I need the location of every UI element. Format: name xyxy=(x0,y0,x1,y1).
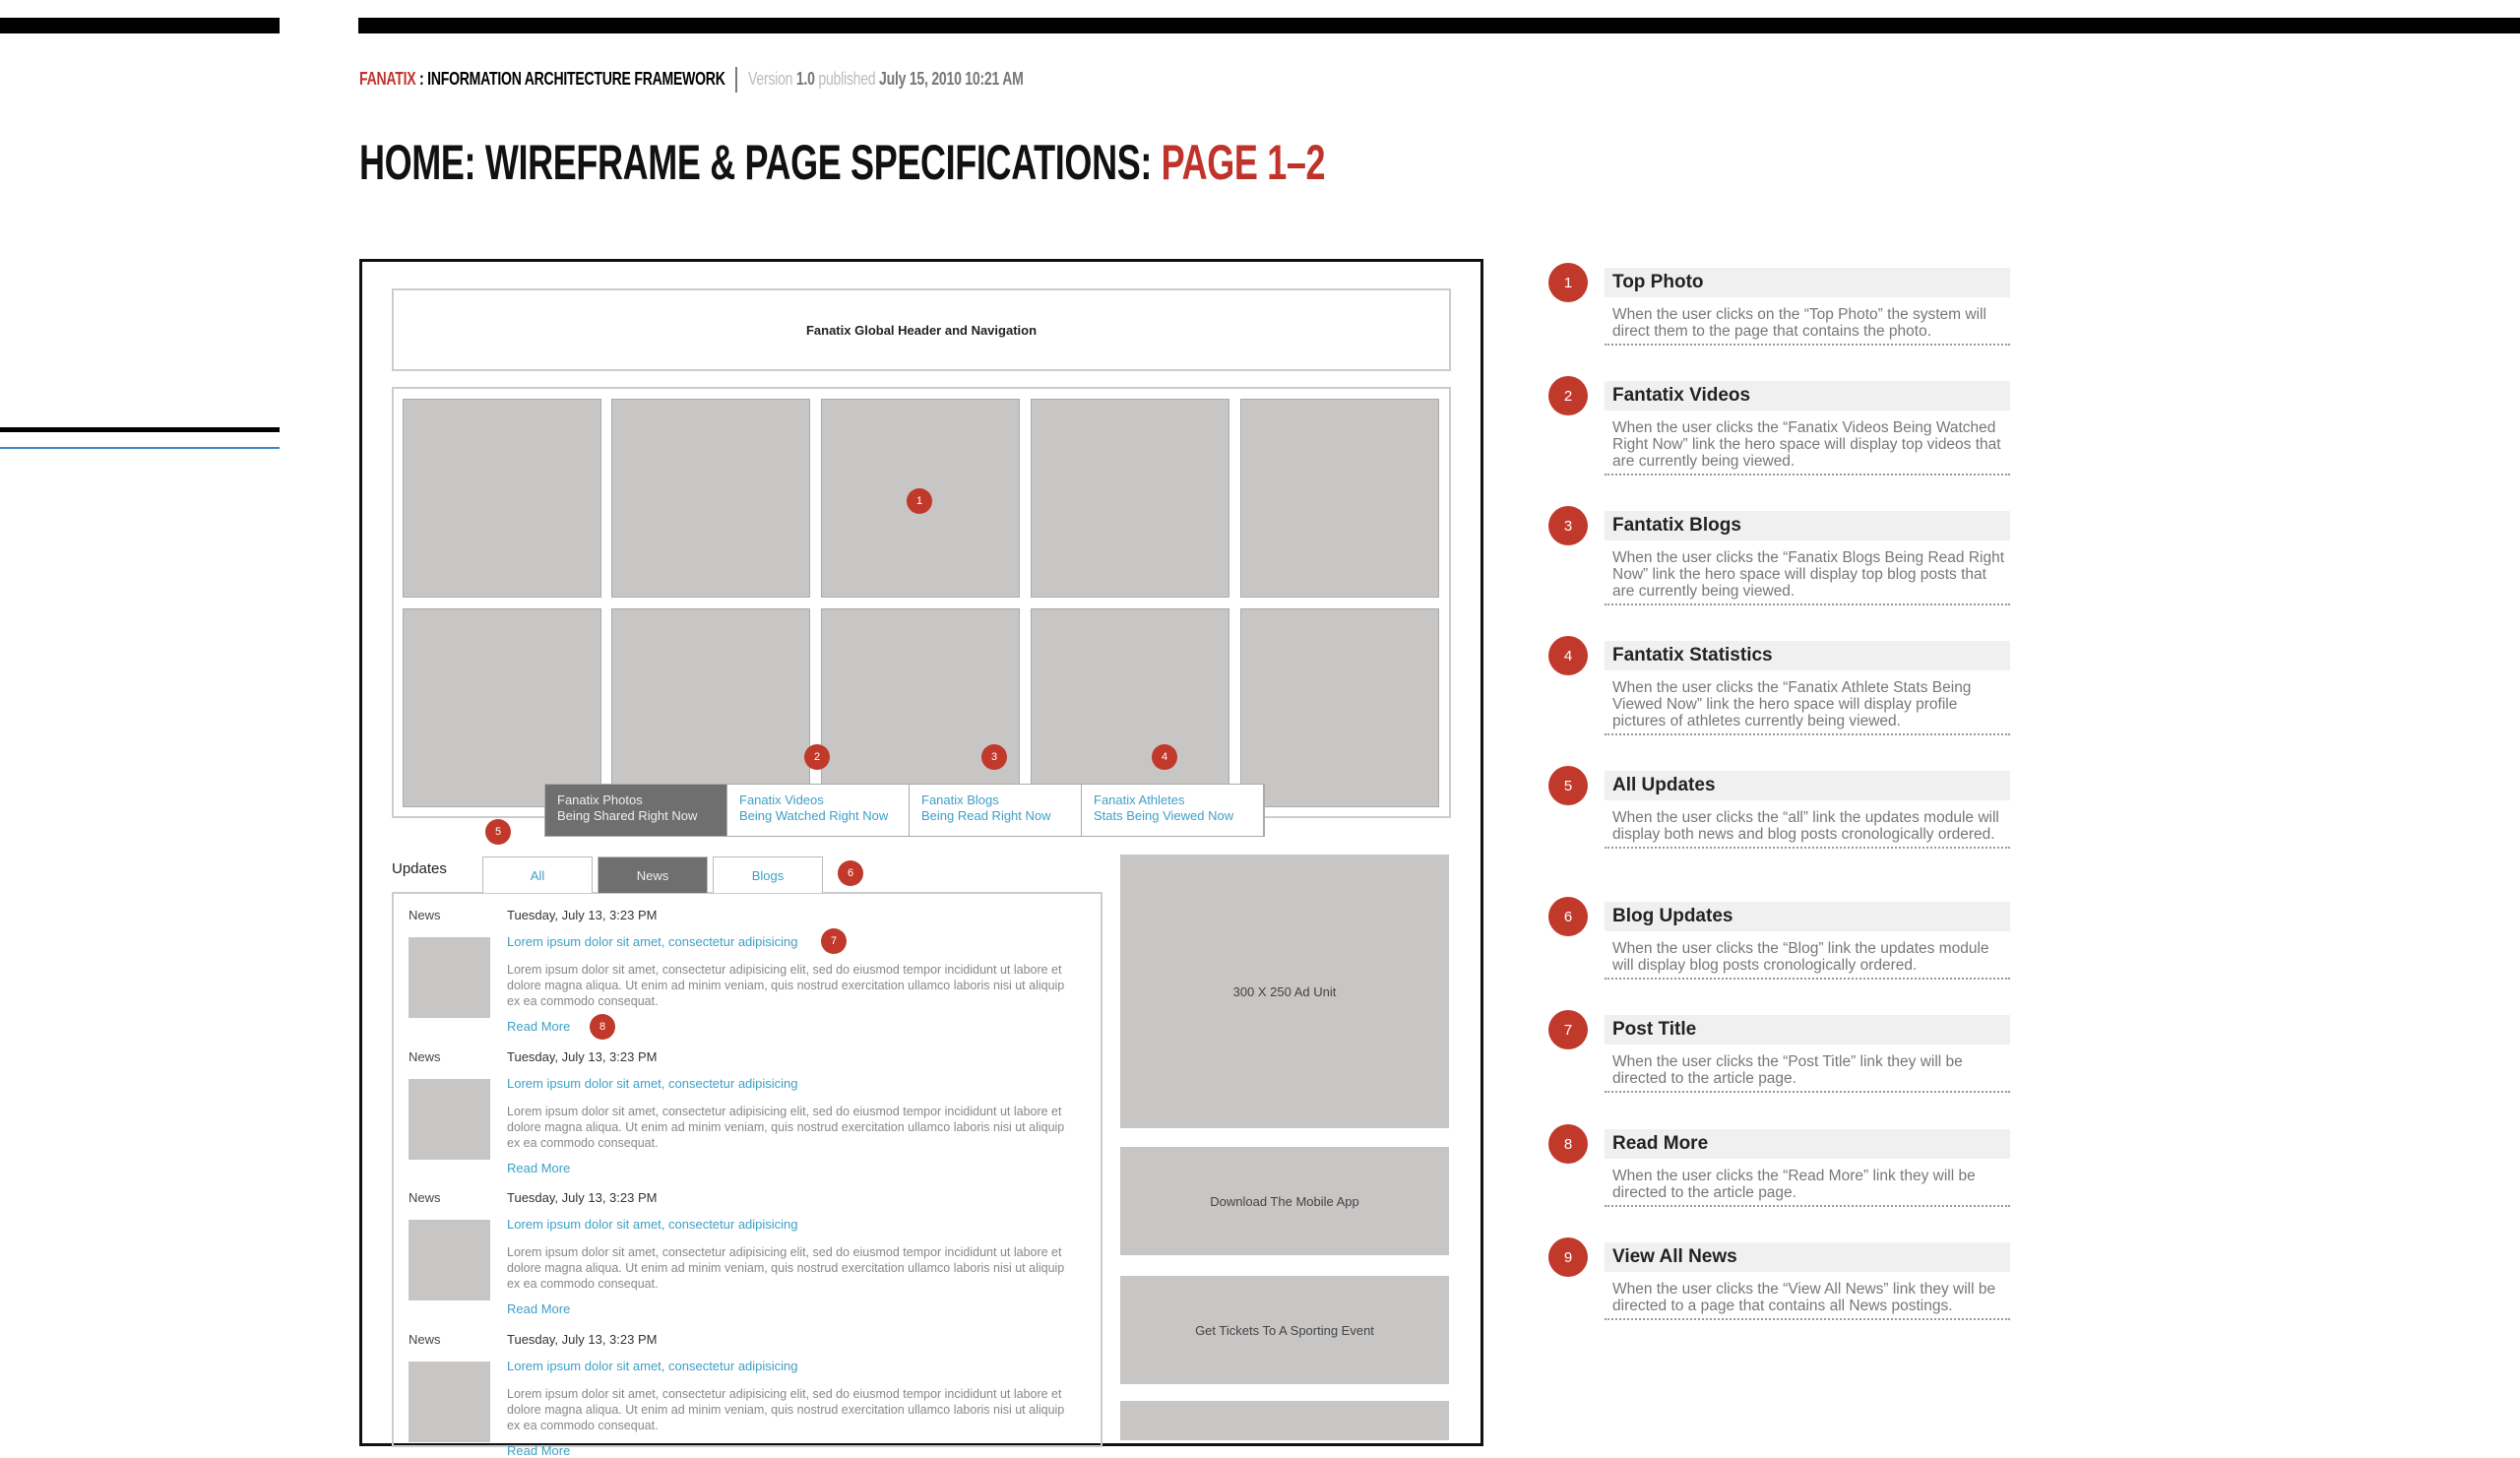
annotation-title: Fantatix Videos xyxy=(1605,381,2010,411)
annotation-number: 9 xyxy=(1548,1237,1588,1277)
annotation-number: 2 xyxy=(1548,376,1588,415)
annotation-divider xyxy=(1605,733,2010,735)
top-rule-left xyxy=(0,18,280,33)
annotation-number: 8 xyxy=(1548,1124,1588,1164)
title-page: PAGE 1–2 xyxy=(1161,135,1326,190)
updates-tab-blogs[interactable]: Blogs xyxy=(713,856,823,893)
annotation-text: When the user clicks the “Read More” link they will be directed to the article page. xyxy=(1612,1168,1976,1201)
published-date: July 15, 2010 10:21 AM xyxy=(879,68,1024,89)
annotation-number: 4 xyxy=(1548,636,1588,675)
hero-photo-tile[interactable] xyxy=(403,608,601,807)
version: 1.0 xyxy=(795,68,815,89)
annotation-text: When the user clicks the “Blog” link the updates module will display blog posts cronologically ordered. xyxy=(1612,940,1989,974)
annotation-title: Post Title xyxy=(1605,1015,2010,1045)
hero-tab-line1: Fanatix Videos xyxy=(739,792,824,807)
annotation-number: 1 xyxy=(1548,263,1588,302)
annotation-marker-1: 1 xyxy=(907,488,932,514)
annotation-title: Fantatix Statistics xyxy=(1605,641,2010,670)
item-date: Tuesday, July 13, 3:23 PM xyxy=(507,908,658,922)
annotation-divider xyxy=(1605,603,2010,605)
hero-tab-line1: Fanatix Blogs xyxy=(921,792,999,807)
top-rule-right xyxy=(358,18,2520,33)
doc-meta xyxy=(359,67,1024,93)
item-date: Tuesday, July 13, 3:23 PM xyxy=(507,1190,658,1205)
updates-tab-news[interactable]: News xyxy=(598,856,708,893)
annotation-divider xyxy=(1605,1205,2010,1207)
read-more-link[interactable]: Read More xyxy=(507,1301,571,1316)
annotation-divider xyxy=(1605,978,2010,980)
page-title xyxy=(359,134,1325,191)
item-type: News xyxy=(409,1190,441,1205)
annotation-text: When the user clicks the “Fanatix Blogs Being Read Right Now” link the hero space will display top blog posts that are currently being viewed. xyxy=(1612,549,2005,600)
annotation-title: Fantatix Blogs xyxy=(1605,511,2010,540)
item-type: News xyxy=(409,908,441,922)
updates-label: Updates xyxy=(392,860,447,877)
global-header-placeholder: Fanatix Global Header and Navigation xyxy=(392,288,1451,371)
annotation-divider xyxy=(1605,344,2010,346)
annotation-title: View All News xyxy=(1605,1242,2010,1272)
title-main: HOME: WIREFRAME & PAGE SPECIFICATIONS: xyxy=(359,135,1162,190)
post-excerpt: Lorem ipsum dolor sit amet, consectetur adipisicing elit, sed do eiusmod tempor incididunt ut labore et dolore magna aliqua. Ut enim ad minim veniam, quis nostrud exercitation ullamco laboris nisi ut aliquip ex ea commodo consequat. xyxy=(507,1245,1065,1291)
hero-photo-tile[interactable] xyxy=(1031,399,1229,598)
annotation-marker-8: 8 xyxy=(590,1014,615,1040)
annotation-number: 6 xyxy=(1548,897,1588,936)
hero-tab-line2: Being Read Right Now xyxy=(921,808,1051,823)
hero-tab-4[interactable] xyxy=(1082,785,1264,836)
side-rule-black xyxy=(0,427,280,432)
annotation-marker-3: 3 xyxy=(981,744,1007,770)
annotation-marker-4: 4 xyxy=(1152,744,1177,770)
version-label: Version xyxy=(748,68,796,89)
annotation-divider xyxy=(1605,1318,2010,1320)
hero-tab-1[interactable] xyxy=(545,785,727,836)
post-thumbnail[interactable] xyxy=(409,1362,490,1442)
tickets-promo[interactable]: Get Tickets To A Sporting Event xyxy=(1120,1276,1449,1384)
post-title-link[interactable]: Lorem ipsum dolor sit amet, consectetur adipisicing xyxy=(507,1358,798,1373)
annotation-text: When the user clicks the “Fanatix Videos Being Watched Right Now” link the hero space will display top videos that are currently being viewed. xyxy=(1612,419,2001,470)
annotation-number: 3 xyxy=(1548,506,1588,545)
brand: FANATIX xyxy=(359,68,416,89)
hero-photo-tile[interactable] xyxy=(611,608,810,807)
hero-photo-tile[interactable] xyxy=(1031,608,1229,807)
framework-name: : INFORMATION ARCHITECTURE FRAMEWORK xyxy=(415,68,725,89)
hero-photo-tile[interactable] xyxy=(821,608,1020,807)
hero-tab-line2: Being Shared Right Now xyxy=(557,808,698,823)
side-unit[interactable] xyxy=(1120,1401,1449,1440)
annotation-title: Blog Updates xyxy=(1605,902,2010,931)
ad-unit: 300 X 250 Ad Unit xyxy=(1120,855,1449,1128)
annotation-number: 5 xyxy=(1548,766,1588,805)
hero-tab-line2: Being Watched Right Now xyxy=(739,808,889,823)
annotation-text: When the user clicks the “Post Title” link they will be directed to the article page. xyxy=(1612,1053,1963,1087)
hero-tab-line2: Stats Being Viewed Now xyxy=(1094,808,1234,823)
annotation-text: When the user clicks the “all” link the updates module will display both news and blog posts cronologically ordered. xyxy=(1612,809,1999,843)
hero-tab-line1: Fanatix Photos xyxy=(557,792,643,807)
hero-tab-2[interactable] xyxy=(727,785,910,836)
annotation-title: All Updates xyxy=(1605,771,2010,800)
hero-tab-line1: Fanatix Athletes xyxy=(1094,792,1185,807)
hero-photo-tile[interactable] xyxy=(1240,399,1439,598)
published-label: published xyxy=(814,68,880,89)
hero-photo-tile[interactable] xyxy=(403,399,601,598)
read-more-link[interactable]: Read More xyxy=(507,1019,571,1034)
annotation-text: When the user clicks the “View All News” link they will be directed to a page that contains all News postings. xyxy=(1612,1281,1996,1314)
annotation-divider xyxy=(1605,474,2010,475)
hero-photo-tile[interactable] xyxy=(1240,608,1439,807)
annotation-divider xyxy=(1605,1091,2010,1093)
post-title-link[interactable]: Lorem ipsum dolor sit amet, consectetur adipisicing xyxy=(507,1217,798,1232)
post-excerpt: Lorem ipsum dolor sit amet, consectetur adipisicing elit, sed do eiusmod tempor incididunt ut labore et dolore magna aliqua. Ut enim ad minim veniam, quis nostrud exercitation ullamco laboris nisi ut aliquip ex ea commodo consequat. xyxy=(507,963,1065,1008)
read-more-link[interactable]: Read More xyxy=(507,1442,571,1458)
updates-tab-all[interactable]: All xyxy=(482,856,593,893)
annotation-text: When the user clicks on the “Top Photo” the system will direct them to the page that contains the photo. xyxy=(1612,306,1986,340)
hero-tabs xyxy=(544,784,1265,837)
item-date: Tuesday, July 13, 3:23 PM xyxy=(507,1048,658,1064)
annotation-text: When the user clicks the “Fanatix Athlete Stats Being Viewed Now” link the hero space will display profile pictures of athletes currently being viewed. xyxy=(1612,679,1972,729)
post-thumbnail[interactable] xyxy=(409,1220,490,1300)
hero-tab-3[interactable] xyxy=(910,785,1082,836)
post-excerpt: Lorem ipsum dolor sit amet, consectetur adipisicing elit, sed do eiusmod tempor incididunt ut labore et dolore magna aliqua. Ut enim ad minim veniam, quis nostrud exercitation ullamco laboris nisi ut aliquip ex ea commodo consequat. xyxy=(507,1104,1065,1150)
hero-photo-tile[interactable] xyxy=(611,399,810,598)
annotation-marker-7: 7 xyxy=(821,928,847,954)
read-more-link[interactable]: Read More xyxy=(507,1160,571,1175)
annotation-number: 7 xyxy=(1548,1010,1588,1049)
annotation-marker-5: 5 xyxy=(485,819,511,845)
annotation-divider xyxy=(1605,847,2010,849)
side-rule-blue xyxy=(0,447,280,449)
post-title-link[interactable]: Lorem ipsum dolor sit amet, consectetur adipisicing xyxy=(507,934,798,949)
item-type: News xyxy=(409,1331,441,1347)
annotation-title: Read More xyxy=(1605,1129,2010,1159)
item-date: Tuesday, July 13, 3:23 PM xyxy=(507,1331,658,1347)
post-thumbnail[interactable] xyxy=(409,937,490,1018)
divider xyxy=(736,67,738,93)
post-excerpt: Lorem ipsum dolor sit amet, consectetur adipisicing elit, sed do eiusmod tempor incididunt ut labore et dolore magna aliqua. Ut enim ad minim veniam, quis nostrud exercitation ullamco laboris nisi ut aliquip ex ea commodo consequat. xyxy=(507,1386,1065,1432)
annotation-marker-2: 2 xyxy=(804,744,830,770)
annotation-marker-6: 6 xyxy=(838,860,863,886)
post-thumbnail[interactable] xyxy=(409,1079,490,1160)
mobile-app-promo[interactable]: Download The Mobile App xyxy=(1120,1147,1449,1255)
post-title-link[interactable]: Lorem ipsum dolor sit amet, consectetur adipisicing xyxy=(507,1075,798,1091)
item-type: News xyxy=(409,1048,441,1064)
annotation-title: Top Photo xyxy=(1605,268,2010,297)
